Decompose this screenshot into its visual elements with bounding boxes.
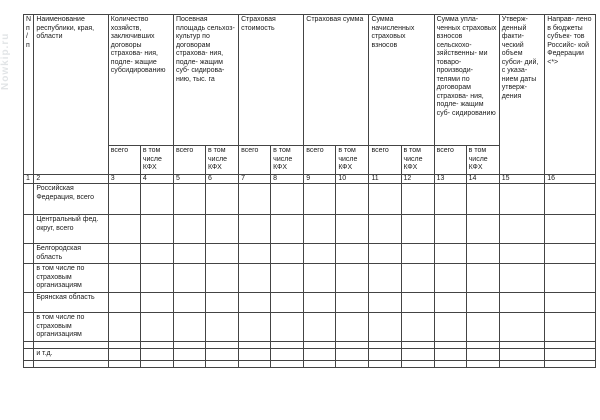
column-number: 12: [401, 174, 434, 184]
table-cell: [239, 264, 271, 293]
table-cell: [24, 349, 34, 361]
table-cell: [140, 342, 173, 349]
column-number: 16: [545, 174, 596, 184]
row-label: Брянская область: [34, 293, 108, 313]
table-cell: [108, 264, 140, 293]
table-cell: [206, 215, 239, 244]
table-cell: [466, 313, 499, 342]
table-cell: [545, 349, 596, 361]
table-cell: [466, 360, 499, 367]
table-cell: [24, 264, 34, 293]
table-cell: [140, 313, 173, 342]
row-label: в том числе по страховым организациям: [34, 313, 108, 342]
table-cell: [336, 360, 369, 367]
table-row: [24, 293, 596, 313]
table-cell: [108, 360, 140, 367]
header-sent-to-budgets: Направ- лено в бюджеты субъек- тов Российс- кой Федерации <*>: [545, 15, 596, 175]
table-cell: [401, 184, 434, 215]
header-insured-value: Страховая стоимость: [239, 15, 304, 146]
column-number: 6: [206, 174, 239, 184]
table-cell: [401, 264, 434, 293]
table-cell: [369, 293, 401, 313]
table-cell: [24, 313, 34, 342]
table-cell: [336, 349, 369, 361]
column-number: 13: [434, 174, 466, 184]
table-cell: [545, 360, 596, 367]
table-cell: [108, 313, 140, 342]
table-cell: [369, 264, 401, 293]
table-cell: [34, 342, 108, 349]
table-cell: [206, 184, 239, 215]
table-cell: [401, 215, 434, 244]
table-cell: [545, 313, 596, 342]
table-cell: [271, 184, 304, 215]
table-cell: [434, 342, 466, 349]
column-number: 11: [369, 174, 401, 184]
table-cell: [336, 215, 369, 244]
table-cell: [173, 342, 205, 349]
table-cell: [336, 342, 369, 349]
table-cell: [304, 184, 336, 215]
header-num: N п/п: [24, 15, 34, 175]
table-cell: [140, 244, 173, 264]
header-insured-sum: Страховая сумма: [304, 15, 369, 146]
column-number: 2: [34, 174, 108, 184]
table-cell: [239, 244, 271, 264]
table-cell: [271, 313, 304, 342]
subheader-kfh: в том числе КФХ: [466, 146, 499, 175]
table-cell: [499, 313, 545, 342]
subheader-total: всего: [239, 146, 271, 175]
table-cell: [24, 215, 34, 244]
table-cell: [239, 215, 271, 244]
table-cell: [271, 342, 304, 349]
table-cell: [336, 313, 369, 342]
table-cell: [173, 349, 205, 361]
table-cell: [466, 215, 499, 244]
table-cell: [401, 349, 434, 361]
table-cell: [499, 215, 545, 244]
table-cell: [271, 215, 304, 244]
table-cell: [24, 342, 34, 349]
table-row: [24, 244, 596, 264]
table-cell: [369, 360, 401, 367]
table-cell: [173, 244, 205, 264]
table-cell: [239, 313, 271, 342]
table-row: [24, 342, 596, 349]
table-cell: [369, 244, 401, 264]
table-cell: [304, 264, 336, 293]
table-cell: [545, 184, 596, 215]
column-number: 10: [336, 174, 369, 184]
table-cell: [173, 215, 205, 244]
table-cell: [434, 293, 466, 313]
table-cell: [304, 360, 336, 367]
table-cell: [140, 184, 173, 215]
table-cell: [401, 244, 434, 264]
table-cell: [173, 313, 205, 342]
subheader-total: всего: [108, 146, 140, 175]
table-cell: [336, 184, 369, 215]
subheader-kfh: в том числе КФХ: [401, 146, 434, 175]
table-cell: [401, 293, 434, 313]
column-number: 1: [24, 174, 34, 184]
subheader-kfh: в том числе КФХ: [140, 146, 173, 175]
table-row: [24, 184, 596, 215]
subheader-kfh: в том числе КФХ: [271, 146, 304, 175]
table-cell: [545, 264, 596, 293]
table-cell: [271, 264, 304, 293]
table-cell: [304, 293, 336, 313]
table-cell: [108, 215, 140, 244]
table-cell: [140, 360, 173, 367]
column-number: 3: [108, 174, 140, 184]
table-cell: [434, 264, 466, 293]
table-cell: [140, 293, 173, 313]
column-number-row: [24, 174, 596, 184]
table-cell: [499, 360, 545, 367]
table-cell: [173, 264, 205, 293]
table-cell: [545, 293, 596, 313]
table-cell: [239, 184, 271, 215]
header-approved-subsidies: Утверж- денный факти- ческий объем субси- дий, с указа- нием даты утверж- дения: [499, 15, 545, 175]
table-cell: [499, 293, 545, 313]
table-cell: [434, 349, 466, 361]
table-cell: [239, 349, 271, 361]
table-cell: [271, 349, 304, 361]
table-cell: [173, 184, 205, 215]
table-cell: [206, 360, 239, 367]
table-cell: [545, 215, 596, 244]
table-cell: [304, 215, 336, 244]
table-cell: [369, 349, 401, 361]
table-cell: [369, 342, 401, 349]
table-cell: [434, 313, 466, 342]
table-cell: [34, 360, 108, 367]
table-cell: [108, 349, 140, 361]
table-cell: [545, 342, 596, 349]
table-cell: [466, 244, 499, 264]
table-row: [24, 215, 596, 244]
header-farms: Количество хозяйств, заключивших договоры страхова- ния, подле- жащие субсидированию: [108, 15, 173, 146]
table-cell: [108, 184, 140, 215]
column-number: 7: [239, 174, 271, 184]
table-cell: [140, 349, 173, 361]
table-cell: [401, 360, 434, 367]
row-label: в том числе по страховым организациям: [34, 264, 108, 293]
table-cell: [304, 342, 336, 349]
table-cell: [140, 215, 173, 244]
table-cell: [206, 342, 239, 349]
table-cell: [466, 264, 499, 293]
table-cell: [206, 349, 239, 361]
table-cell: [206, 293, 239, 313]
header-paid-premiums: Сумма упла- ченных страховых взносов сельскохо- зяйственны- ми товаро- производи- телями по договорам страхова- ния, подле- жащим суб- сидированию: [434, 15, 499, 146]
table-cell: [206, 244, 239, 264]
row-label: Белгородская область: [34, 244, 108, 264]
table-cell: [173, 360, 205, 367]
table-cell: [466, 349, 499, 361]
table-cell: [271, 360, 304, 367]
table-cell: [499, 264, 545, 293]
table-cell: [108, 293, 140, 313]
table-cell: [434, 184, 466, 215]
table-cell: [239, 293, 271, 313]
table-row: [24, 360, 596, 367]
table-cell: [401, 313, 434, 342]
table-cell: [239, 360, 271, 367]
subheader-total: всего: [434, 146, 466, 175]
table-cell: [369, 313, 401, 342]
table-cell: [140, 264, 173, 293]
subsidy-report-table: [23, 14, 596, 368]
table-cell: [434, 244, 466, 264]
table-cell: [499, 244, 545, 264]
table-cell: [499, 349, 545, 361]
subheader-kfh: в том числе КФХ: [206, 146, 239, 175]
subheader-total: всего: [304, 146, 336, 175]
table-cell: [239, 342, 271, 349]
header-area: Посевная площадь сельхоз- культур по договорам страхова- ния, подле- жащим суб- сидирова- нию, тыс. га: [173, 15, 238, 146]
table-cell: [271, 293, 304, 313]
table-cell: [369, 215, 401, 244]
table-cell: [304, 244, 336, 264]
subheader-total: всего: [369, 146, 401, 175]
table-row: [24, 349, 596, 361]
table-cell: [336, 264, 369, 293]
table-cell: [271, 244, 304, 264]
row-label: и т.д.: [34, 349, 108, 361]
table-row: [24, 313, 596, 342]
table-cell: [466, 293, 499, 313]
watermark: Nowkip.ru: [0, 32, 11, 90]
table-cell: [206, 264, 239, 293]
subheader-kfh: в том числе КФХ: [336, 146, 369, 175]
table-cell: [304, 313, 336, 342]
table-cell: [108, 342, 140, 349]
table-cell: [401, 342, 434, 349]
column-number: 15: [499, 174, 545, 184]
table-row: [24, 264, 596, 293]
row-label: Центральный фед. округ, всего: [34, 215, 108, 244]
column-number: 14: [466, 174, 499, 184]
column-number: 5: [173, 174, 205, 184]
table-cell: [24, 184, 34, 215]
table-cell: [173, 293, 205, 313]
table-cell: [206, 313, 239, 342]
table-cell: [499, 184, 545, 215]
table-cell: [336, 244, 369, 264]
row-label: Российская Федерация, всего: [34, 184, 108, 215]
column-number: 8: [271, 174, 304, 184]
subheader-total: всего: [173, 146, 205, 175]
table-cell: [434, 360, 466, 367]
header-accrued-premiums: Сумма начисленных страховых взносов: [369, 15, 434, 146]
column-number: 9: [304, 174, 336, 184]
table-cell: [499, 342, 545, 349]
header-row: [24, 15, 596, 146]
table-cell: [466, 342, 499, 349]
table-cell: [466, 184, 499, 215]
header-region: Наименование республики, края, области: [34, 15, 108, 175]
table-cell: [304, 349, 336, 361]
table-cell: [108, 244, 140, 264]
column-number: 4: [140, 174, 173, 184]
table-cell: [545, 244, 596, 264]
table-cell: [434, 215, 466, 244]
table-cell: [336, 293, 369, 313]
table-cell: [24, 244, 34, 264]
table-cell: [24, 360, 34, 367]
table-cell: [24, 293, 34, 313]
table-cell: [369, 184, 401, 215]
